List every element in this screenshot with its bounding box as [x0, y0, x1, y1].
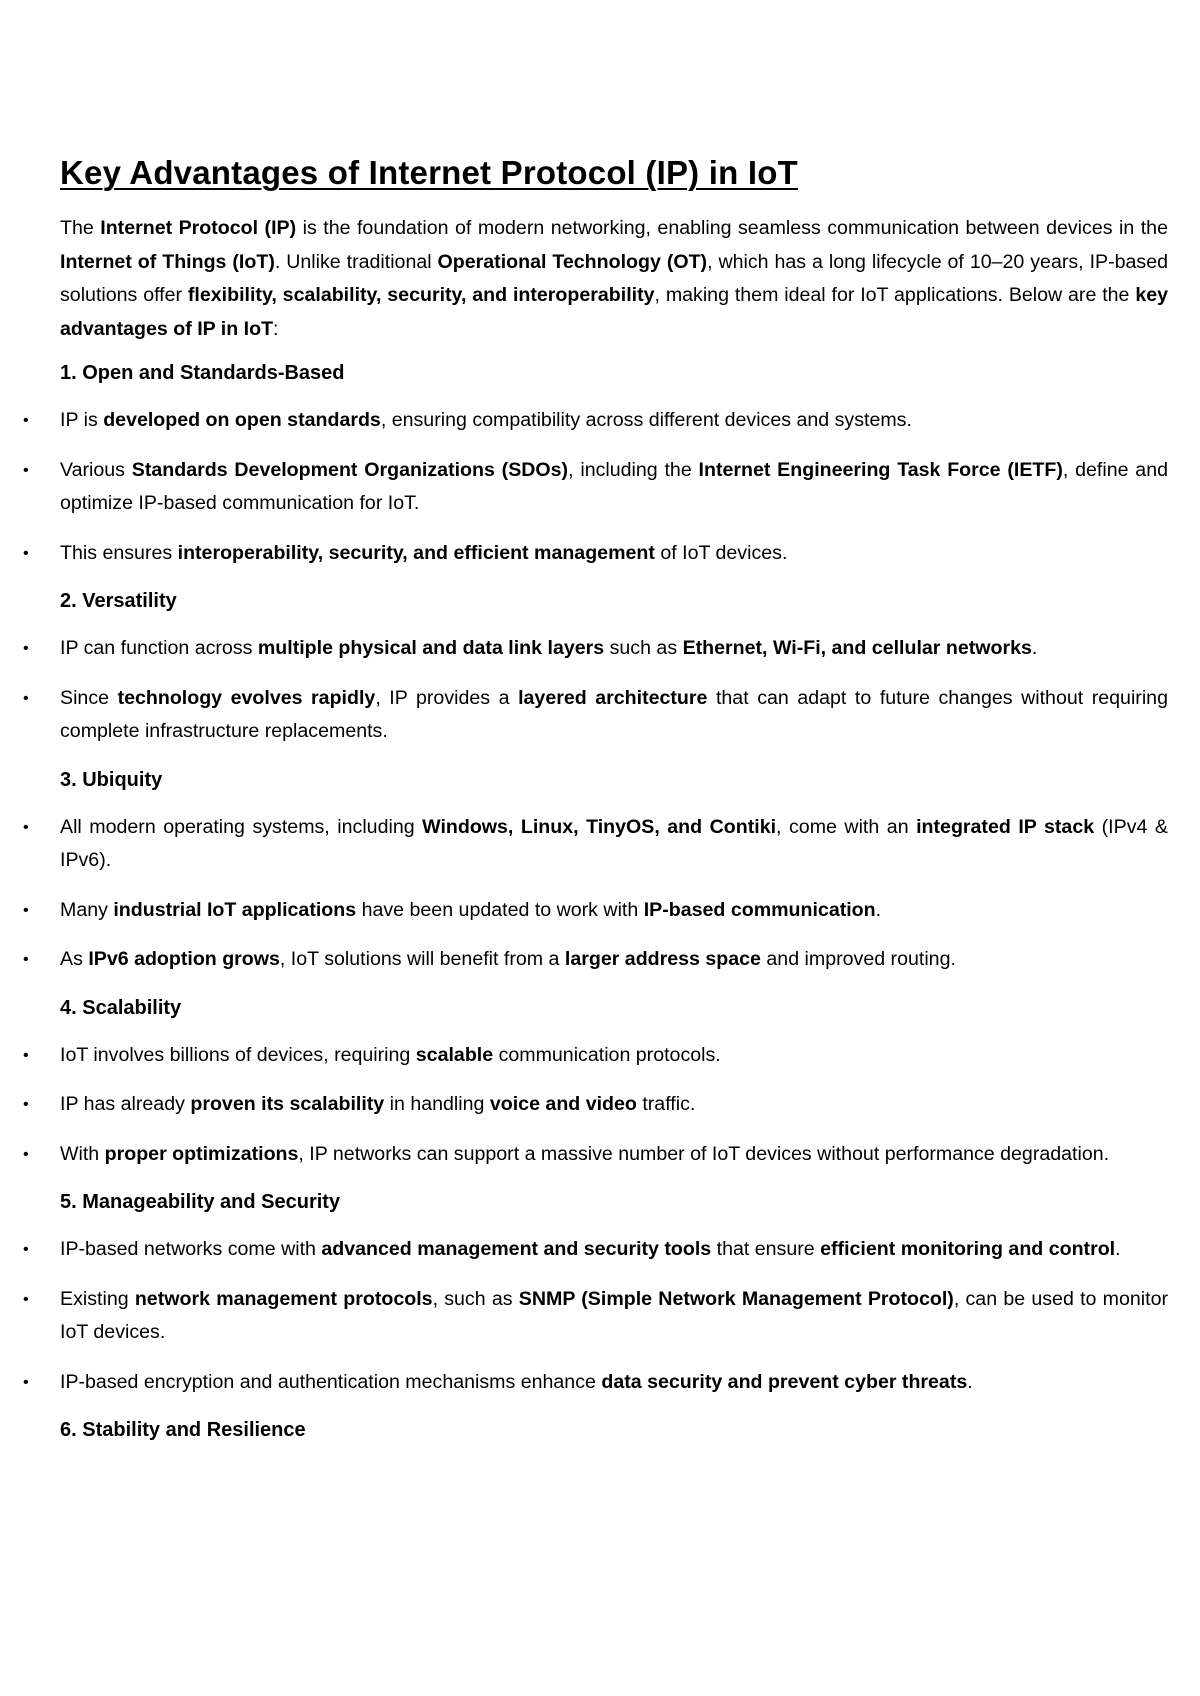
bullet-icon: •	[23, 951, 29, 968]
text-run: , IP provides a	[375, 686, 519, 709]
bullet-icon: •	[23, 461, 29, 479]
text-run: Since	[60, 686, 118, 709]
bullet-icon: •	[23, 1096, 29, 1113]
section-heading: 3. Ubiquity	[60, 768, 163, 791]
bold-text: Ethernet, Wi-Fi, and cellular networks	[682, 637, 1032, 659]
bold-text: layered architecture	[518, 686, 708, 709]
list-item	[23, 404, 1168, 438]
section-heading: 2. Versatility	[60, 590, 177, 612]
bold-text: Internet of Things (IoT)	[60, 250, 275, 273]
bold-text: Windows, Linux, TinyOS, and Contiki	[422, 815, 777, 838]
text-run: .	[875, 898, 882, 921]
text-run: , ensuring compatibility across different devices and systems.	[380, 409, 912, 431]
text-run: IP-based networks come with	[60, 1238, 322, 1260]
text-run: , making them ideal for IoT applications. Below are the	[654, 284, 1136, 306]
text-run: All modern operating systems, including	[60, 815, 423, 838]
bullet-icon: •	[23, 1241, 29, 1258]
text-run: Existing	[60, 1287, 135, 1310]
bold-text: IP-based communication	[643, 898, 876, 921]
text-run: have been updated to work with	[356, 898, 644, 921]
text-run: , IoT solutions will benefit from a	[279, 948, 565, 970]
list-item	[23, 1088, 1168, 1122]
section-heading: 4. Scalability	[60, 996, 182, 1019]
bullet-icon: •	[23, 818, 29, 836]
bold-text: proven its scalability	[190, 1093, 385, 1115]
bold-text: proper optimizations	[104, 1142, 299, 1165]
list-item	[23, 1039, 1168, 1073]
text-run: in handling	[384, 1093, 490, 1115]
bullet-list	[23, 1233, 1168, 1399]
section-heading: 5. Manageability and Security	[60, 1191, 341, 1213]
list-item	[23, 1283, 1168, 1350]
text-run: such as	[604, 637, 683, 659]
section-heading: 1. Open and Standards-Based	[60, 362, 345, 384]
text-run: .	[967, 1370, 973, 1393]
bold-text: advanced management and security tools	[321, 1238, 712, 1260]
bold-text: larger address space	[564, 948, 761, 970]
list-item	[23, 894, 1168, 928]
text-run: IP-based encryption and authentication mechanisms enhance	[60, 1370, 602, 1393]
list-item	[23, 1233, 1168, 1267]
bold-text: efficient monitoring and control	[820, 1238, 1116, 1260]
bold-text: voice and video	[489, 1093, 637, 1115]
bullet-icon: •	[23, 640, 29, 657]
bold-text: Internet Protocol (IP)	[100, 217, 297, 239]
list-item	[23, 682, 1168, 749]
text-run: communication protocols.	[493, 1043, 721, 1066]
sections-container	[23, 358, 1168, 1445]
bold-text: interoperability, security, and efficient management	[177, 541, 655, 564]
section-heading: 6. Stability and Resilience	[60, 1419, 306, 1441]
list-item	[23, 943, 1168, 977]
text-run: This ensures	[60, 541, 178, 564]
bullet-icon: •	[23, 412, 29, 429]
bold-text: flexibility, scalability, security, and interoperability	[187, 284, 655, 306]
text-run: .	[1031, 637, 1038, 659]
text-run: .	[1115, 1238, 1121, 1260]
text-run: and improved routing.	[760, 948, 956, 970]
intro-paragraph	[60, 212, 1168, 346]
bold-text: technology evolves rapidly	[117, 686, 376, 709]
text-run: IP can function across	[60, 637, 258, 659]
bullet-list	[23, 404, 1168, 570]
bold-text: key advantages of IP in IoT	[60, 284, 1169, 340]
text-run: With	[60, 1142, 105, 1165]
list-item	[23, 1366, 1168, 1400]
bold-text: industrial IoT applications	[113, 898, 357, 921]
text-run: Various	[60, 458, 132, 481]
text-run: (IPv4 & IPv6).	[60, 815, 1168, 871]
text-run: As	[60, 948, 89, 970]
text-run: , such as	[432, 1287, 519, 1310]
text-run: , which has a long lifecycle of 10–20 years, IP-based solutions offer	[60, 250, 1168, 306]
bullet-list	[23, 811, 1168, 977]
bold-text: IPv6 adoption grows	[88, 948, 280, 970]
text-run: , IP networks can support a massive number of IoT devices without performance degradation.	[298, 1142, 1110, 1165]
list-item	[23, 454, 1168, 521]
bullet-list	[23, 1039, 1168, 1172]
text-run: . Unlike traditional	[274, 250, 438, 273]
text-run: IoT involves billions of devices, requiring	[60, 1043, 416, 1066]
bullet-icon: •	[23, 901, 29, 919]
text-run: , define and optimize IP-based communication for IoT.	[60, 458, 1168, 514]
bullet-icon: •	[23, 1046, 29, 1064]
list-item	[23, 1138, 1168, 1172]
list-item	[23, 537, 1168, 571]
bullet-icon: •	[23, 1290, 29, 1308]
text-run: that can adapt to future changes without requiring complete infrastructure replacements.	[60, 686, 1168, 742]
text-run: is the foundation of modern networking, enabling seamless communication between devices in the	[296, 217, 1168, 239]
text-run: :	[273, 317, 279, 340]
text-run: , including the	[568, 458, 699, 481]
text-run: , come with an	[776, 815, 917, 838]
list-item	[23, 811, 1168, 878]
bullet-icon: •	[23, 1145, 29, 1163]
bold-text: multiple physical and data link layers	[257, 637, 605, 659]
document-title: Key Advantages of Internet Protocol (IP) in IoT	[60, 154, 798, 191]
bold-text: SNMP (Simple Network Management Protocol)	[518, 1287, 954, 1310]
text-run: The	[60, 217, 101, 239]
text-run: of IoT devices.	[654, 541, 788, 564]
list-item	[23, 632, 1168, 666]
bold-text: scalable	[415, 1043, 494, 1066]
bold-text: developed on open standards	[103, 409, 381, 431]
text-run: IP has already	[60, 1093, 191, 1115]
bold-text: Internet Engineering Task Force (IETF)	[698, 458, 1063, 481]
text-run: traffic.	[636, 1093, 696, 1115]
text-run: , can be used to monitor IoT devices.	[60, 1287, 1168, 1343]
bold-text: data security and prevent cyber threats	[601, 1370, 968, 1393]
bullet-icon: •	[23, 544, 29, 562]
bullet-list	[23, 632, 1168, 749]
text-run: Many	[60, 898, 114, 921]
bold-text: integrated IP stack	[916, 815, 1095, 838]
bold-text: Standards Development Organizations (SDOs)	[131, 458, 569, 481]
bullet-icon: •	[23, 689, 29, 707]
text-run: IP is	[60, 409, 104, 431]
bullet-icon: •	[23, 1373, 29, 1391]
bold-text: Operational Technology (OT)	[437, 250, 708, 273]
bold-text: network management protocols	[134, 1287, 433, 1310]
text-run: that ensure	[711, 1238, 821, 1260]
